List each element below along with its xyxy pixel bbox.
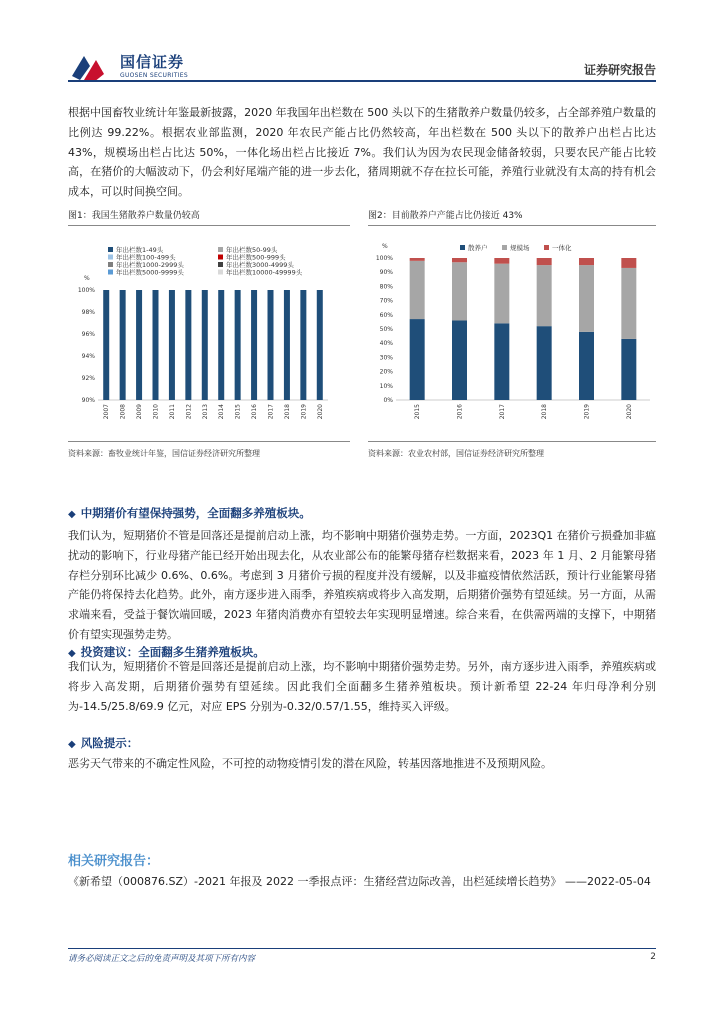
y-tick-label: 98% [81,309,95,316]
bar-segment-series-2 [410,258,425,261]
y-tick-label: 100% [375,255,393,262]
logo-english: GUOSEN SECURITIES [120,72,189,79]
y-tick-label: 90% [379,269,393,277]
legend-swatch [108,262,113,267]
page-number: 2 [650,952,656,962]
x-tick-label: 2013 [201,404,209,420]
section1-body: 我们认为，短期猪价不管是回落还是提前启动上涨，均不影响中期猪价强势走势。一方面，2023Q1 在猪价亏损叠加非瘟扰动的影响下，行业母猪产能已经开始出现去化，从农业部公布的能繁母猪存栏数据来看，2023 年 1 月、2 月能繁母猪存栏分别环比减少 0.6%、0.6%。考虑到 3 月猪价亏损的程度并没有缓解，以及非瘟疫情依然活跃，预计行业能繁母猪产能仍将保持去化趋势。此外，南方逐步进入雨季，养殖疾病或将步入高发期，后期猪价强势有望延续。另一方面，从需求端来看，受益于餐饮端回暖，2023 年猪肉消费亦有望较去年实现明显增速。综合来看，在供需两端的支撑下，中期猪价有望实现强势走势。 [68,529,656,641]
x-tick-label: 2020 [625,404,633,420]
bar-segment-series-2 [537,258,552,265]
legend-label: 年出栏数500-999头 [226,253,286,262]
x-tick-label: 2018 [541,404,549,420]
bar-segment-series-2 [452,258,467,262]
x-tick-label: 2014 [218,404,226,420]
figure1-source: 资料来源：畜牧业统计年鉴，国信证券经济研究所整理 [68,449,260,458]
bar-segment-series-1 [579,265,594,332]
y-tick-label: 92% [81,375,95,382]
x-tick-label: 2009 [136,404,144,420]
bar-segment-series-0 [120,290,126,400]
bar-segment-series-1 [452,262,467,320]
legend-label: 年出栏数50-99头 [226,246,278,254]
y-tick-label: 30% [379,354,393,362]
section3-body: 恶劣天气带来的不确定性风险，不可控的动物疫情引发的潜在风险，转基因落地推进不及预期风险。 [68,757,552,770]
x-tick-label: 2008 [119,404,127,420]
figure2-caption: 图2：目前散养户产能占比仍接近 43% [368,211,523,221]
bar-segment-series-2 [579,258,594,265]
figure2-source: 资料来源：农业农村部，国信证券经济研究所整理 [368,449,544,458]
bar-segment-series-1 [410,261,425,319]
bar-segment-series-0 [251,290,257,400]
x-tick-label: 2017 [267,404,275,420]
legend-label: 年出栏数1-49头 [116,246,164,254]
bar-segment-series-1 [621,268,636,339]
legend-label: 年出栏数10000-49999头 [226,268,303,277]
bar-segment-series-2 [494,258,509,264]
header-divider [68,80,656,82]
bar-segment-series-0 [494,323,509,400]
x-tick-label: 2016 [456,404,464,420]
section2-title: 投资建议：全面翻多生猪养殖板块。 [80,645,265,659]
x-tick-label: 2010 [152,404,160,420]
x-tick-label: 2018 [283,404,291,420]
legend-label: 一体化 [552,244,572,252]
related-reports-title: 相关研究报告： [68,854,160,869]
x-tick-label: 2016 [251,404,259,420]
x-tick-label: 2020 [316,404,324,420]
y-tick-label: 10% [379,382,393,390]
figure2-caption-rule [368,225,656,226]
bar-segment-series-0 [153,290,159,400]
bar-segment-series-0 [136,290,142,400]
y-tick-label: 100% [77,287,95,294]
logo-chinese: 国信证券 [120,53,185,71]
section3-title: 风险提示： [80,736,139,750]
company-logo [70,50,202,84]
footer-disclaimer: 请务必阅读正文之后的免责声明及其项下所有内容 [68,954,256,964]
diamond-bullet-icon: ◆ [68,509,76,520]
legend-swatch [108,247,113,252]
section3-heading [68,732,138,751]
legend-label: 年出栏数1000-2999头 [116,261,184,269]
x-tick-label: 2019 [300,404,308,420]
legend-swatch [108,255,113,260]
legend-label: 规模场 [510,244,530,252]
legend-swatch [108,270,113,275]
bar-segment-series-0 [300,290,306,400]
bar-segment-series-0 [235,290,241,400]
bar-segment-series-0 [579,332,594,400]
y-tick-label: 60% [379,311,393,319]
legend-label: 年出栏数3000-4999头 [226,261,294,269]
legend-swatch [218,270,223,275]
legend-swatch [218,247,223,252]
chart-capacity-share [368,230,656,436]
section1-title: 中期猪价有望保持强势，全面翻多养殖板块。 [80,506,311,520]
y-tick-label: 90% [81,397,95,404]
x-tick-label: 2015 [234,404,242,420]
x-tick-label: 2011 [168,404,176,420]
y-tick-label: 80% [379,283,393,291]
legend-label: 年出栏数5000-9999头 [116,268,184,277]
legend-swatch [218,255,223,260]
figure1-caption: 图1：我国生猪散养户数量仍较高 [68,211,200,221]
figure1-caption-rule [68,225,350,226]
report-type: 证券研究报告 [583,63,656,77]
x-tick-label: 2015 [414,404,422,420]
y-tick-label: 94% [81,353,95,360]
bar-segment-series-0 [103,290,109,400]
x-tick-label: 2019 [583,404,591,420]
legend-label: 年出栏数100-499头 [116,253,176,262]
bar-segment-series-0 [452,320,467,400]
bar-segment-series-0 [169,290,175,400]
legend-swatch [544,245,549,250]
figure1-bottom-rule [68,441,350,442]
y-tick-label: 20% [379,368,393,376]
bar-segment-series-0 [410,319,425,400]
bar-segment-series-0 [185,290,191,400]
figure2-bottom-rule [368,441,656,442]
intro-paragraph: 根据中国畜牧业统计年鉴最新披露，2020 年我国年出栏数在 500 头以下的生猪散养户数量仍较多，占全部养殖户数量的比例达 99.22%。根据农业部监测，2020 年农民产能占比仍然较高，年出栏数在 500 头以下的散养户出栏占比达 43%，规模场出栏占比达 50%，一体化场出栏占比接近 7%。我们认为因为农民现金储备较弱，只要农民产能占比较高，在猪价的大幅波动下，仍会利好尾端产能的进一步去化，猪周期就不存在拉长可能，养殖行业就没有太高的持有机会成本，可以时间换空间。 [68,106,656,199]
legend-label: 散养户 [468,244,488,252]
bar-segment-series-1 [537,265,552,326]
bar-segment-series-0 [621,339,636,400]
y-tick-label: 0% [383,397,393,404]
chart-household-counts [68,230,350,436]
footer-divider [68,948,656,949]
bar-segment-series-0 [218,290,224,400]
section2-body: 我们认为，短期猪价不管是回落还是提前启动上涨，均不影响中期猪价强势走势。另外，南方逐步进入雨季，养殖疾病或将步入高发期，后期猪价强势有望延续。因此我们全面翻多生猪养殖板块。预计新希望 22-24 年归母净利分别为-14.5/25.8/69.9 亿元，对应 EPS 分别为-0.32/0.57/1.55，维持买入评级。 [68,660,656,713]
y-axis-unit: % [382,243,388,250]
x-tick-label: 2012 [185,404,193,420]
y-tick-label: 50% [379,326,393,333]
y-tick-label: 96% [81,331,95,338]
legend-swatch [218,262,223,267]
x-tick-label: 2017 [498,404,506,420]
section1-heading [68,502,311,521]
related-report-link[interactable]: 《新希望（000876.SZ）-2021 年报及 2022 一季报点评：生猪经营边际改善，出栏延续增长趋势》 ——2022-05-04 [68,875,651,888]
legend-swatch [502,245,507,250]
bar-segment-series-0 [537,326,552,400]
bar-segment-series-0 [202,290,208,400]
bar-segment-series-1 [494,264,509,324]
bar-segment-series-0 [268,290,274,400]
bar-segment-series-2 [621,258,636,268]
diamond-bullet-icon: ◆ [68,739,76,750]
bar-segment-series-0 [284,290,290,400]
y-tick-label: 40% [379,340,393,348]
x-tick-label: 2007 [103,404,111,420]
y-axis-unit: % [84,275,90,282]
diamond-bullet-icon: ◆ [68,648,76,659]
bar-segment-series-0 [317,290,323,400]
legend-swatch [460,245,465,250]
y-tick-label: 70% [379,297,393,305]
